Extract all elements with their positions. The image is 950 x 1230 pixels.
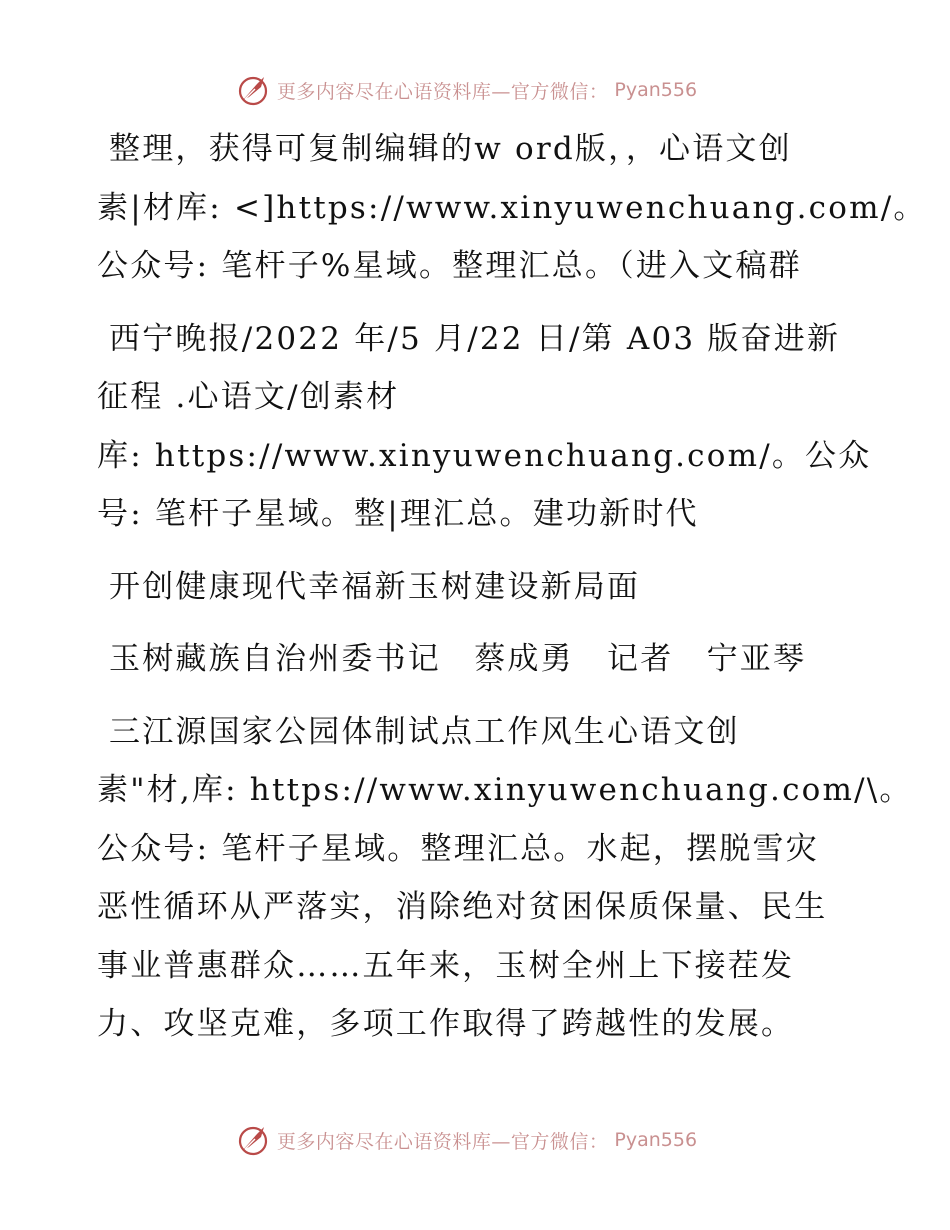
text-line: 公众号: 笔杆子星域。整理汇总。水起，摆脱雪灾: [97, 830, 819, 867]
banner-wechat-id: Pyan556: [614, 79, 698, 101]
text-line: 库: https://www.xinyuwenchuang.com/。公众: [97, 437, 872, 474]
document-body: [97, 120, 927, 1054]
banner-content: [237, 73, 697, 107]
text-line: 力、攻坚克难，多项工作取得了跨越性的发展。: [97, 1006, 795, 1042]
quill-logo-icon: [237, 1123, 271, 1157]
paragraph-5: [97, 703, 913, 1054]
text-line: 公众号: 笔杆子%星域。整理汇总。（进入文稿群: [97, 248, 802, 284]
text-line: 开创健康现代幸福新玉树建设新局面: [109, 568, 641, 605]
footer-banner: [0, 1120, 950, 1160]
text-line: 整理，获得可复制编辑的w ord版，，心语文创: [109, 131, 792, 167]
text-line: 号: 笔杆子星域。整|理汇总。建功新时代: [97, 496, 699, 532]
banner-wechat-id: Pyan556: [614, 1129, 698, 1151]
banner-text: 更多内容尽在心语资料库—官方微信：: [276, 80, 609, 103]
text-line: 征程 .心语文/创素材: [97, 379, 400, 415]
paragraph-2: [97, 310, 872, 544]
text-line: 素"材,库: https://www.xinyuwenchuang.com/\。: [97, 772, 913, 808]
text-line: 恶性循环从严落实，消除绝对贫困保质保量、民生: [97, 889, 828, 925]
paragraph-3: [97, 558, 857, 617]
header-banner: [0, 70, 950, 110]
quill-logo-icon: [237, 73, 271, 107]
paragraph-4: [97, 630, 857, 689]
banner-content: [237, 1123, 697, 1157]
paragraph-1: [97, 120, 927, 296]
text-line: 素|材库: <]https://www.xinyuwenchuang.com/。: [97, 189, 927, 226]
text-line: 三江源国家公园体制试点工作风生心语文创: [109, 713, 740, 750]
text-line: 玉树藏族自治州委书记 蔡成勇 记者 宁亚琴: [109, 641, 807, 677]
text-line: 西宁晚报/2022 年/5 月/22 日/第 A03 版奋进新: [109, 320, 841, 357]
text-line: 事业普惠群众……五年来，玉树全州上下接茬发: [97, 947, 795, 984]
banner-text: 更多内容尽在心语资料库—官方微信：: [276, 1130, 609, 1153]
